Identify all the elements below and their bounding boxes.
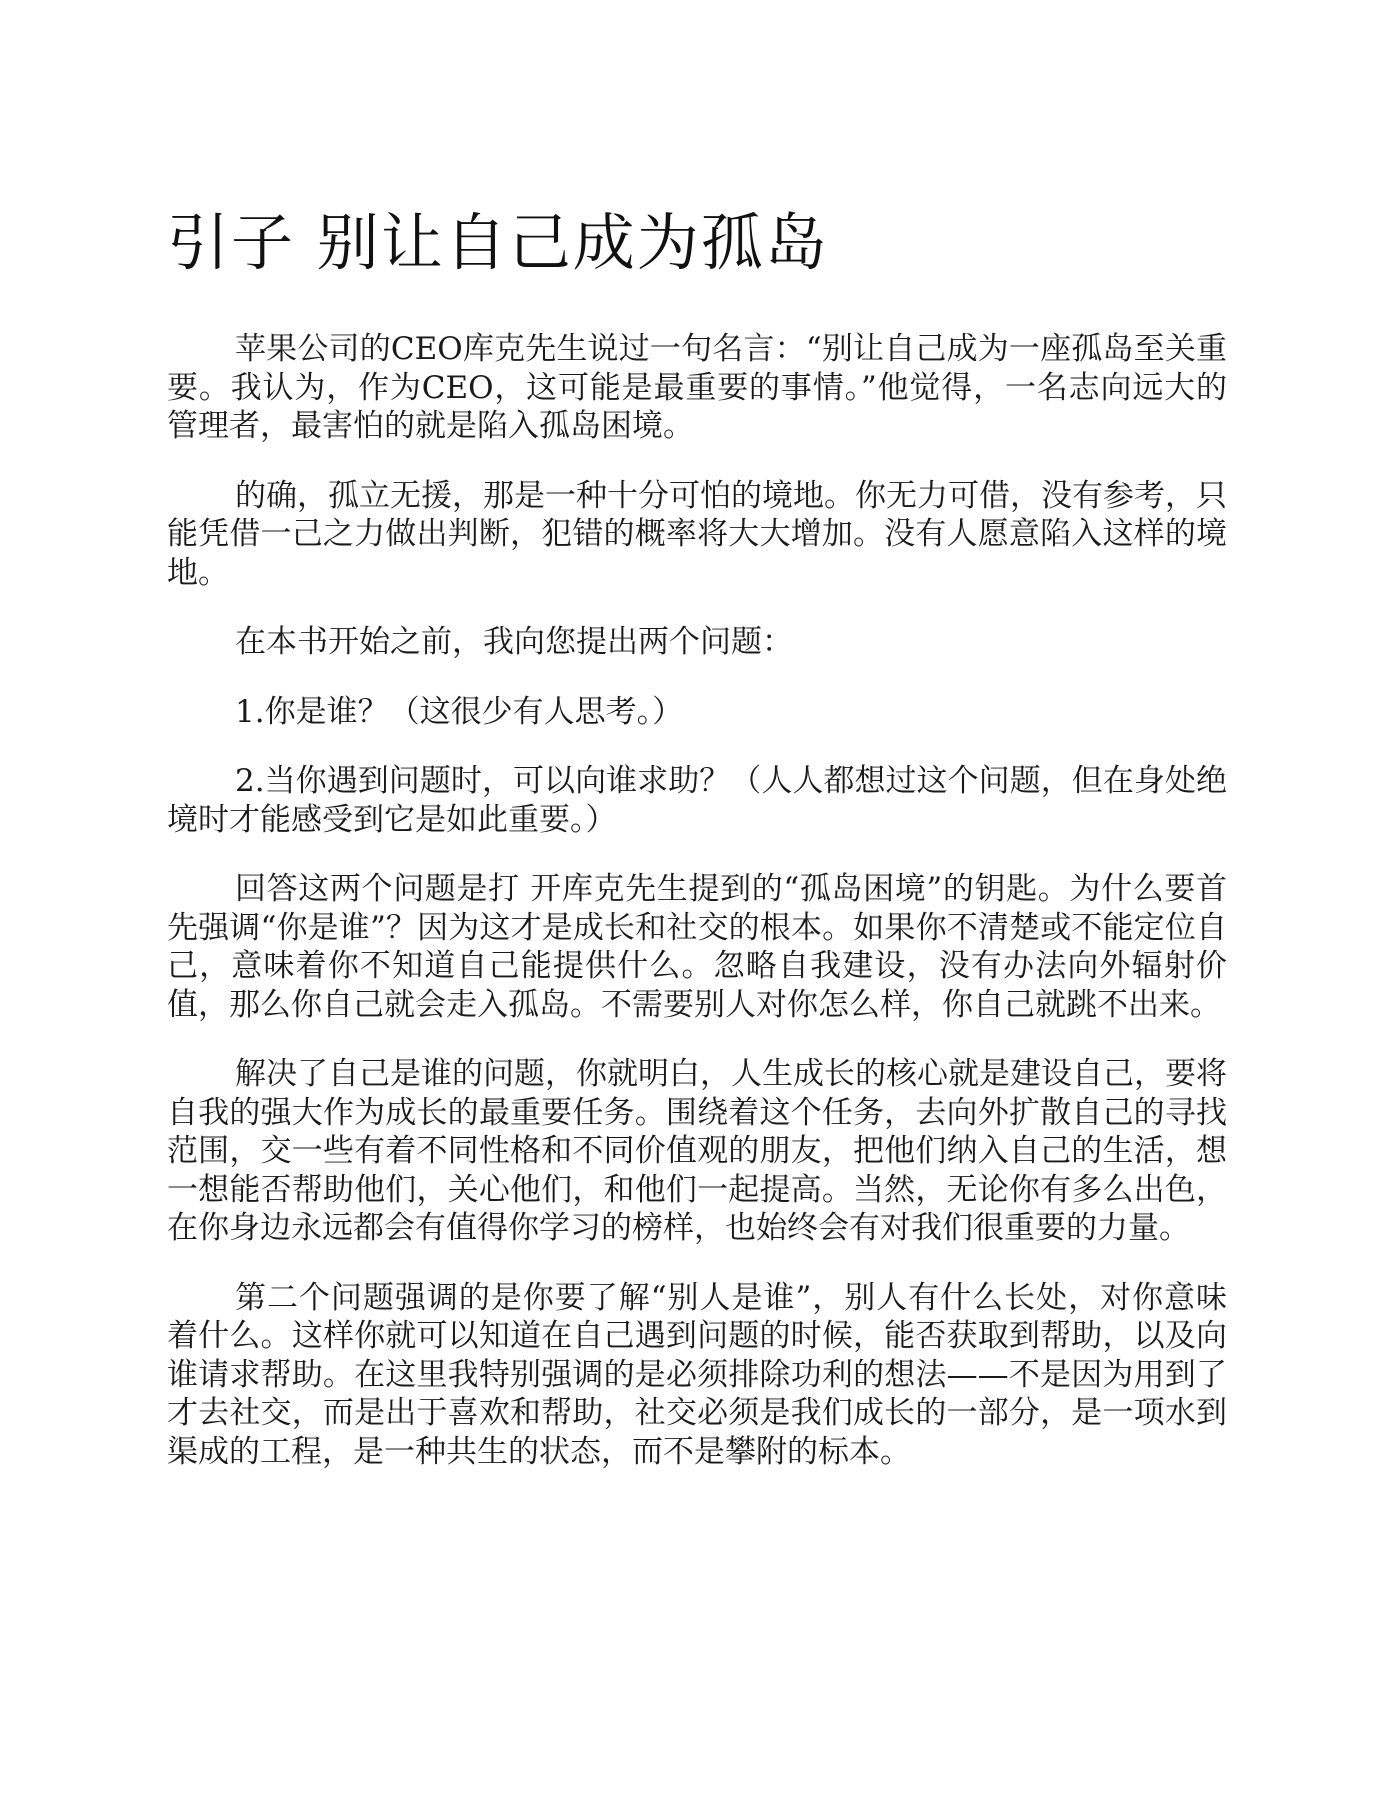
paragraph-1: 苹果公司的CEO库克先生说过一句名言：“别让自己成为一座孤岛至关重要。我认为，作为CEO，这可能是最重要的事情。”他觉得，一名志向远大的管理者，最害怕的就是陷入孤岛困境。 <box>167 331 1227 444</box>
paragraph-2: 的确，孤立无援，那是一种十分可怕的境地。你无力可借，没有参考，只能凭借一己之力做出判断，犯错的概率将大大增加。没有人愿意陷入这样的境地。 <box>167 477 1227 591</box>
paragraph-4: 1.你是谁？（这很少有人思考。） <box>235 693 684 730</box>
paragraph-8: 第二个问题强调的是你要了解“别人是谁”，别人有什么长处，对你意味着什么。这样你就可以知道在自己遇到问题的时候，能否获取到帮助，以及向谁请求帮助。在这里我特别强调的是必须排除功利的想法——不是因为用到了才去社交，而是出于喜欢和帮助，社交必须是我们成长的一部分，是一项水到渠成的工程，是一种共生的状态，而不是攀附的标本。 <box>167 1279 1227 1470</box>
paragraph-7: 解决了自己是谁的问题，你就明白，人生成长的核心就是建设自己，要将自我的强大作为成长的最重要任务。围绕着这个任务，去向外扩散自己的寻找范围，交一些有着不同性格和不同价值观的朋友，把他们纳入自己的生活，想一想能否帮助他们，关心他们，和他们一起提高。当然，无论你有多么出色，在你身边永远都会有值得你学习的榜样，也始终会有对我们很重要的力量。 <box>167 1056 1227 1246</box>
document-body <box>167 330 1227 1502</box>
paragraph-3: 在本书开始之前，我向您提出两个问题： <box>235 624 793 660</box>
paragraph-6: 回答这两个问题是打 开库克先生提到的“孤岛困境”的钥匙。为什么要首先强调“你是谁”？因为这才是成长和社交的根本。如果你不清楚或不能定位自己，意味着你不知道自己能提供什么。忽略自我建设，没有办法向外辐射价值，那么你自己就会走入孤岛。不需要别人对你怎么样，你自己就跳不出来。 <box>167 871 1227 1023</box>
page-title: 引子 别让自己成为孤岛 <box>167 206 829 279</box>
paragraph-5: 2.当你遇到问题时，可以向谁求助？（人人都想过这个问题，但在身处绝境时才能感受到它是如此重要。） <box>167 763 1227 838</box>
